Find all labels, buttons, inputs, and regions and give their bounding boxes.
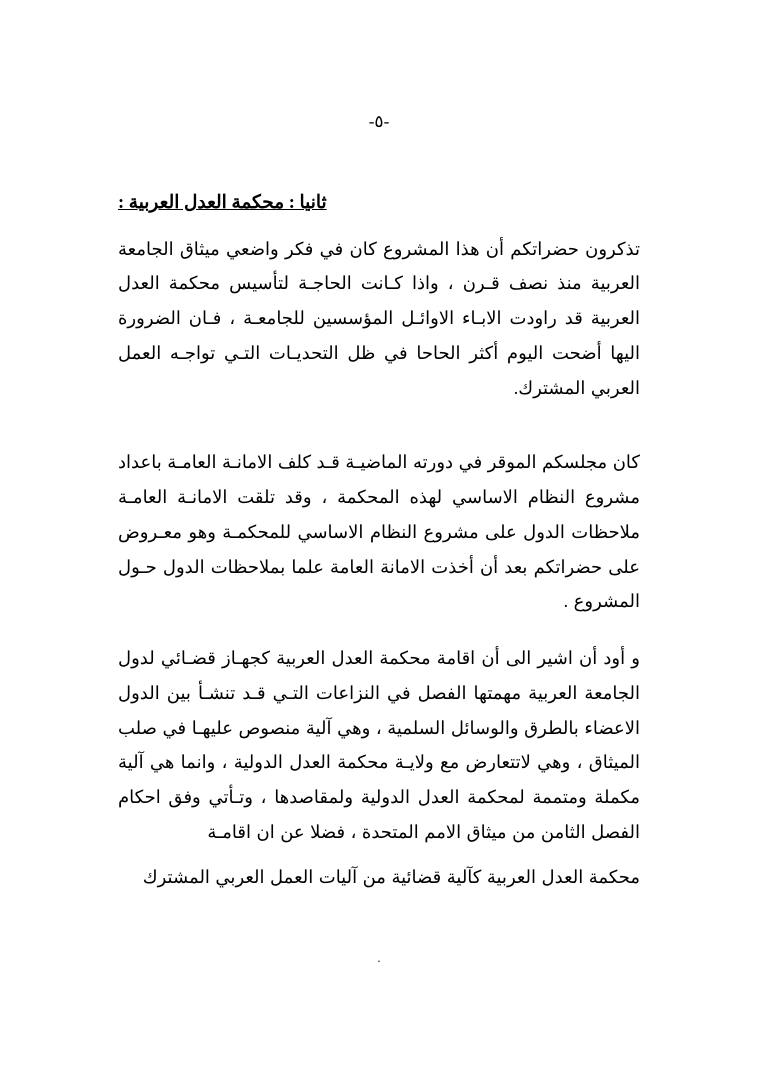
paragraph-gap [118,415,640,445]
closing-line: محكمة العدل العربية كآلية قضائية من آليات العمل العربي المشترك [142,866,640,887]
paragraph-3: و أود أن اشير الى أن اقامة محكمة العدل العربية كجهـاز قضـائي لدول الجامعة العربية مهمتها الفصل في النزاعات التـي قـد تنشـأ بين الدول الاعضاء بالطرق والوسائل السلمية ، وهي آلية منصوص عليهـا في صلب الميثاق ، وهي لاتتعارض مع ولايـة محكمة العدل الدولية ، وانما هي آلية مكملة ومتممة لمحكمة العدل الدولية ولمقاصدها ، وتـأتي وفق احكام الفصل الثامن من ميثاق الامم المتحدة ، فضلا عن ان اقامـة [118,648,640,842]
paragraph-1: تذكرون حضراتكم أن هذا المشروع كان في فكر واضعي ميثاق الجامعة العربية منذ نصف قـرن ، واذا كـانت الحاجـة لتأسيس محكمة العدل العربية قد راودت الابـاء الاوائـل المؤسسين للجامعـة ، فـان الضرورة اليها أضحت اليوم أكثر الحاحا في ظل التحديـات التـي تواجـه العمل العربي المشترك. [118,238,640,398]
document-body [118,190,640,904]
section-heading: ثانيا : محكمة العدل العربية : [118,193,327,213]
paragraph-gap-small [118,629,640,641]
paragraph-2: كان مجلسكم الموقر في دورته الماضيـة قـد كلف الامانـة العامـة باعداد مشروع النظام الاساسي لهذه المحكمة ، وقد تلقت الامانـة العامـة ملاحظات الدول على مشروع النظام الاساسي للمحكمـة وهو معـروض على حضراتكم بعد أن أخذت الامانة العامة علما بملاحظات الدول حـول المشروع . [118,452,640,612]
page-number: -٥- [368,112,390,131]
footer-mark: . [377,950,381,965]
